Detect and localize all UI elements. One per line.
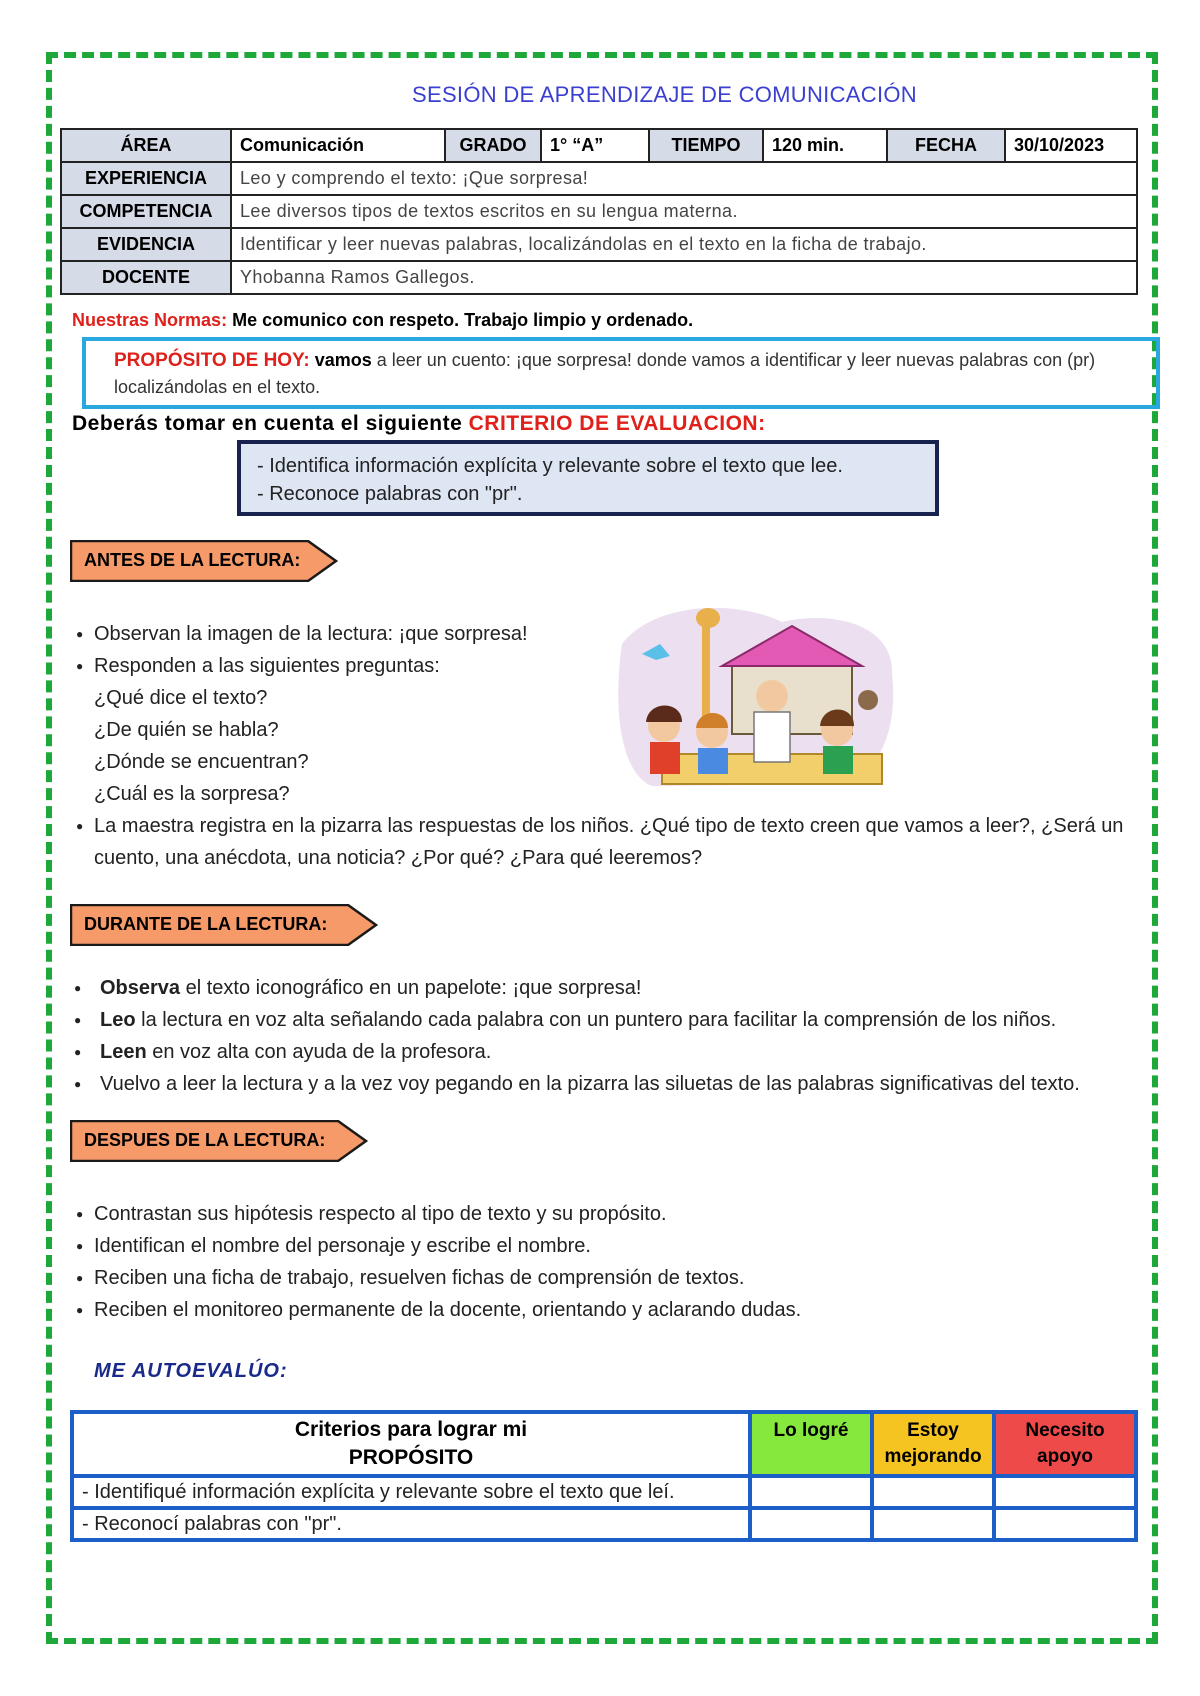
criteria-header [72, 1412, 750, 1476]
criteria-box [237, 440, 939, 516]
list-item: ● Reciben una ficha de trabajo, resuelven fichas de comprensión de textos. [76, 1262, 1136, 1294]
norms-label: Nuestras Normas: [72, 310, 228, 330]
list-item: ● Contrastan sus hipótesis respecto al tipo de texto y su propósito. [76, 1198, 1136, 1230]
autoeval-title: ME AUTOEVALÚO: [94, 1360, 288, 1382]
grado-label: GRADO [445, 129, 541, 162]
grado-value: 1° “A” [541, 129, 649, 162]
necesito-apoyo-header [994, 1412, 1136, 1476]
norms-text: Me comunico con respeto. Trabajo limpio y ordenado. [232, 310, 694, 330]
list-item-bold: Leo [100, 1009, 136, 1031]
criteria-row-text: - Reconocí palabras con "pr". [72, 1508, 750, 1540]
tiempo-value: 120 min. [763, 129, 887, 162]
info-table [60, 128, 1138, 295]
experiencia-label: EXPERIENCIA [61, 162, 231, 195]
competencia-label: COMPETENCIA [61, 195, 231, 228]
purpose-lead: vamos [314, 350, 372, 370]
list-item: ● La maestra registra en la pizarra las respuestas de los niños. ¿Qué tipo de texto creen que vamos a leer?, ¿Será un [76, 810, 1136, 842]
criteria-header-line: Criterios para lograr mi [294, 1418, 528, 1441]
criteria-row-text: - Identifiqué información explícita y relevante sobre el texto que leí. [72, 1476, 750, 1508]
necesito-apoyo-cell[interactable] [994, 1476, 1136, 1508]
list-item-cont: cuento, una anécdota, una noticia? ¿Por qué? ¿Para qué leeremos? [94, 847, 703, 869]
self-evaluation-table [70, 1410, 1138, 1542]
question-item: ¿Dónde se encuentran? [94, 751, 309, 773]
list-item-text: el texto iconográfico en un papelote: ¡que sorpresa! [180, 977, 642, 999]
noah-ark-illustration-icon [612, 604, 898, 796]
purpose-label: PROPÓSITO DE HOY: [114, 350, 310, 371]
list-item: ● Vuelvo a leer la lectura y a la vez voy pegando en la pizarra las siluetas de las palabras significativas del texto. [70, 1068, 1140, 1100]
durante-heading: DURANTE DE LA LECTURA: [84, 914, 328, 934]
estoy-mejorando-header [872, 1412, 994, 1476]
criteria-item: - Reconoce palabras con "pr". [257, 483, 523, 505]
header-line: Estoy [907, 1420, 959, 1441]
estoy-mejorando-cell[interactable] [872, 1508, 994, 1540]
area-label: ÁREA [61, 129, 231, 162]
area-value: Comunicación [231, 129, 445, 162]
question-item: ¿Qué dice el texto? [94, 687, 268, 709]
list-item [70, 1036, 1140, 1068]
list-item: ● Responden a las siguientes preguntas: [76, 650, 596, 682]
header-line: apoyo [1037, 1446, 1093, 1467]
lo-logre-header: Lo logré [750, 1412, 872, 1476]
docente-label: DOCENTE [61, 261, 231, 294]
lo-logre-cell[interactable] [750, 1476, 872, 1508]
list-item: ● Observan la imagen de la lectura: ¡que sorpresa! [76, 618, 596, 650]
criteria-intro [72, 412, 766, 436]
question-item: ¿De quién se habla? [94, 719, 279, 741]
durante-heading-tag [70, 904, 380, 946]
durante-list [70, 972, 1140, 1100]
fecha-label: FECHA [887, 129, 1005, 162]
experiencia-value: Leo y comprendo el texto: ¡Que sorpresa! [231, 162, 1137, 195]
list-item-text: la lectura en voz alta señalando cada palabra con un puntero para facilitar la comprensión de los niños. [135, 1009, 1057, 1031]
question-item: ¿Cuál es la sorpresa? [94, 783, 290, 805]
antes-list-cont [76, 810, 1136, 874]
header-line: mejorando [884, 1446, 982, 1467]
document-title: SESIÓN DE APRENDIZAJE DE COMUNICACIÓN [412, 82, 917, 107]
criteria-header-line: PROPÓSITO [348, 1446, 474, 1469]
class-norms [72, 310, 693, 331]
antes-heading: ANTES DE LA LECTURA: [84, 550, 301, 570]
antes-list [76, 618, 596, 810]
competencia-value: Lee diversos tipos de textos escritos en su lengua materna. [231, 195, 1137, 228]
fecha-value: 30/10/2023 [1005, 129, 1137, 162]
header-line: Necesito [1025, 1420, 1105, 1441]
list-item-text: en voz alta con ayuda de la profesora. [146, 1041, 492, 1063]
antes-heading-tag [70, 540, 340, 582]
evidencia-value: Identificar y leer nuevas palabras, localizándolas en el texto en la ficha de trabajo. [231, 228, 1137, 261]
criteria-intro-text: Deberás tomar en cuenta el siguiente [72, 412, 463, 435]
necesito-apoyo-cell[interactable] [994, 1508, 1136, 1540]
despues-list [76, 1198, 1136, 1326]
estoy-mejorando-cell[interactable] [872, 1476, 994, 1508]
evidencia-label: EVIDENCIA [61, 228, 231, 261]
despues-heading: DESPUES DE LA LECTURA: [84, 1130, 326, 1150]
list-item [70, 1004, 1140, 1036]
list-item [70, 972, 1140, 1004]
docente-value: Yhobanna Ramos Gallegos. [231, 261, 1137, 294]
list-item-bold: Leen [100, 1041, 147, 1063]
list-item: ● Identifican el nombre del personaje y escribe el nombre. [76, 1230, 1136, 1262]
purpose-box [82, 337, 1160, 409]
list-item: ● Reciben el monitoreo permanente de la docente, orientando y aclarando dudas. [76, 1294, 1136, 1326]
criteria-highlight: CRITERIO DE EVALUACION: [468, 412, 766, 435]
list-item-bold: Observa [100, 977, 181, 999]
criteria-item: - Identifica información explícita y relevante sobre el texto que lee. [257, 455, 843, 477]
story-illustration [612, 604, 898, 796]
lo-logre-cell[interactable] [750, 1508, 872, 1540]
tiempo-label: TIEMPO [649, 129, 763, 162]
purpose-text: a leer un cuento: ¡que sorpresa! donde vamos a identificar y leer nuevas palabras con (pr) localizándolas en el texto. [114, 350, 1096, 397]
despues-heading-tag [70, 1120, 370, 1162]
